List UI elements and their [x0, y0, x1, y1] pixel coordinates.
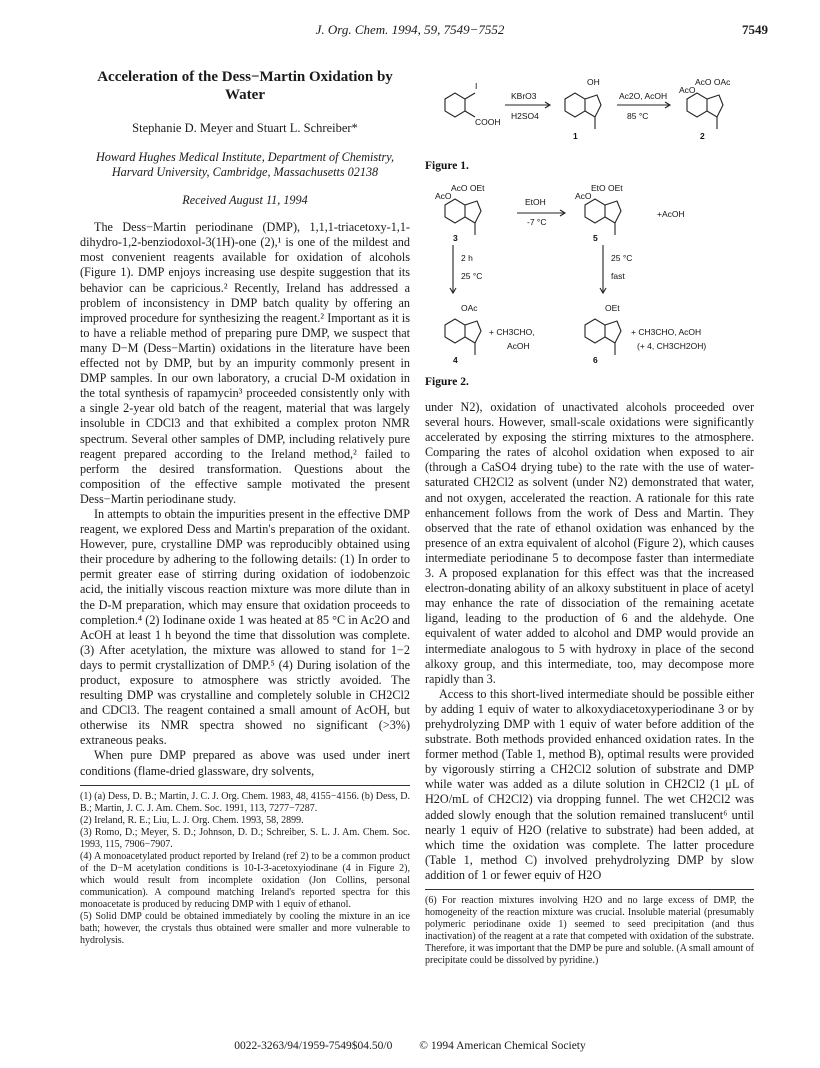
condition-label: 2 h	[461, 253, 473, 263]
running-header	[0, 22, 820, 42]
compound-number: 6	[593, 355, 598, 365]
substituent-label: OEt	[605, 303, 620, 313]
condition-label: 25 °C	[611, 253, 633, 263]
reaction-schemes	[425, 65, 755, 395]
substituent-label: AcO	[435, 191, 452, 201]
footnote-divider	[425, 889, 754, 890]
byproduct-label: AcOH	[507, 341, 530, 351]
compound-number: 4	[453, 355, 458, 365]
condition-label: 25 °C	[461, 271, 483, 281]
compound-number: 3	[453, 233, 458, 243]
byproduct-label: + CH3CHO,	[489, 327, 535, 337]
benzene-ring	[445, 93, 465, 117]
byproduct-label: + CH3CHO, AcOH	[631, 327, 702, 337]
paragraph: The Dess−Martin periodinane (DMP), 1,1,1-triacetoxy-1,1-dihydro-1,2-benziodoxol-3(1H)-one (2),¹ is one of the mildest and most convenient reagents available for oxidation of alcohols (Figure 1). DMP enjoys increasing use despite suggestion that its behavior can be capricious.² Recently, Ireland has addressed a problem of inconsistency in DMP batch quality by offering an improved procedure for synthesizing the reagent.² Important as it is to have a reliable method of preparing pure DMP, we suspect that many D−M (Dess−Martin) oxidations in the literature have been effected not by DMP, but by an impurity commonly present in DMP samples. In our own laboratory, a crucial D-M oxidation in the total synthesis of rapamycin³ proceeded consistently only with a single 2-year old batch of the reagent, material that was largely insoluble in CDCl3 and that exhibited a complex proton NMR spectrum. Several other samples of DMP, including relatively pure reagent prepared according to the Ireland method,² failed to perform the desired transformation. Questions about the composition of the effective sample motivated the present Dess−Martin periodinane study.	[80, 220, 410, 506]
substituent-label: COOH	[475, 117, 501, 127]
footnote: (5) Solid DMP could be obtained immediately by cooling the mixture in an ice bath; however, the crystals thus obtained were smaller and more vulnerable to hydrolysis.	[80, 910, 410, 946]
left-column	[80, 68, 410, 947]
right-column	[425, 400, 754, 967]
figure-caption: Figure 1.	[425, 160, 469, 172]
footnote: (2) Ireland, R. E.; Liu, L. J. Org. Chem. 1993, 58, 2899.	[80, 814, 304, 826]
authors: Stephanie D. Meyer and Stuart L. Schreiber*	[132, 121, 358, 135]
footnote: (3) Romo, D.; Meyer, S. D.; Johnson, D. D.; Schreiber, S. L. J. Am. Chem. Soc. 1993, 115, 7906−7907.	[80, 826, 410, 850]
article-code: 0022-3263/94/1959-7549$04.50/0	[234, 1040, 393, 1052]
substituent-label: AcO	[575, 191, 592, 201]
journal-citation: J. Org. Chem. 1994, 59, 7549−7552	[315, 22, 505, 37]
condition-label: fast	[611, 271, 625, 281]
reagent-label: 85 °C	[627, 111, 649, 121]
paragraph: under N2), oxidation of unactivated alcohols proceeded over several hours. However, small-scale oxidations were significantly accelerated by exposing the stirring mixtures to the atmosphere. Comparing the rates of alcohol oxidation when exposed to air (through a CaSO4 drying tube) to the rate with the use of water-saturated CH2Cl2 as solvent (under N2) demonstrated that water, and not oxygen, accelerated the reaction. A rationale for this rate enhancement follows from the work of Dess and Martin. They observed that the rate of ethanol oxidation was enhanced by the presence of an extra equivalent of alcohol (Figure 2), which causes intermediate periodinane 5 to decompose faster than intermediate 3. A proposed explanation for this effect was that the increased electron-donating ability of an alkoxy substituent in place of acetyl may enhance the rate of dissociation of the remaining acetate ligand, leading to the production of 6 and the aldehyde. One equivalent of water added to alcohol and DMP would provide an intermediate analogous to 5 with hydroxy in place of the second alkoxy group, and this intermediate, too, may decompose more rapidly than 3.	[425, 400, 754, 686]
footnote-divider	[80, 785, 410, 786]
footnote: (6) For reaction mixtures involving H2O and no large excess of DMP, the homogeneity of the reaction mixture was crucial. Insoluble material (presumably polymeric periodinane oxide 1) seemed to seed precipitation (and thus inactivation) of the reagent at a rate that competed with oxidation of the substrate. Therefore, it was important that the DMP be pure and soluble. (A small amount of precipitate could be dissolved by pyridine.)	[425, 895, 754, 966]
page-number: 7549	[742, 22, 768, 37]
reagent-label: EtOH	[525, 197, 546, 207]
reagent-label: H2SO4	[511, 111, 539, 121]
paragraph: Access to this short-lived intermediate should be possible either by adding 1 equiv of water to alkoxydiacetoxyperiodinane 3 or by prehydrolyzing DMP with 1 equiv of water before addition of the substrate. Both methods provided enhanced oxidation rates. In the former method (Table 1, method B), optimal results were provided by vigorously stirring a CH2Cl2 solution of substrate and DMP while water was added as a dilute solution in CH2Cl2 (1 μL of H2O/mL of CH2Cl2) via dropping funnel. The wet CH2Cl2 was added slowly enough that the solution remained translucent⁶ until nearly 1 equiv of H2O (relative to substrate) had been added, at which time the oxidation was complete. The latter procedure (Table 1, method C) involved prehydrolyzing DMP by slow addition of 1 or fewer equiv of H2O	[425, 686, 754, 882]
compound-number: 2	[700, 131, 705, 141]
affiliation: Howard Hughes Medical Institute, Department of Chemistry, Harvard University, Cambridge, Massachusetts 02138	[95, 150, 395, 179]
footnote: (1) (a) Dess, D. B.; Martin, J. C. J. Org. Chem. 1983, 48, 4155−4156. (b) Dess, D. B.; Martin, J. C. J. Am. Chem. Soc. 1991, 113, 7277−7287.	[80, 790, 410, 814]
paragraph: In attempts to obtain the impurities present in the effective DMP reagent, we explored Dess and Martin's preparation of the oxidant. However, pure, crystalline DMP was reproducibly obtained using their procedure by adhering to the following details: (1) In order to permit greater ease of stirring during oxidation of iodobenzoic acid, the initially viscous reaction mixture was more dilute than in the D-M preparation, which may ensure that oxidation proceeds to completion.⁴ (2) Iodinane oxide 1 was heated at 85 °C in Ac2O and AcOH at least 1 h beyond the time that dissolution was complete. (3) After acetylation, the mixture was allowed to stand for 1−2 days to permit crystallization of DMP.⁵ (4) During isolation of the product, exposure to atmosphere was strictly avoided. The resulting DMP was crystalline and completely soluble in CH2Cl2 and CDCl3. The reagent contained a small amount of AcOH, but otherwise its NMR spectra showed no significant (>3%) extraneous peaks.	[80, 506, 410, 748]
page-footer	[0, 1040, 820, 1052]
figure-caption: Figure 2.	[425, 376, 469, 388]
received-date: Received August 11, 1994	[182, 193, 308, 208]
reagent-label: KBrO3	[511, 91, 537, 101]
substituent-label: AcO	[679, 85, 696, 95]
compound-number: 5	[593, 233, 598, 243]
benzene-ring	[687, 93, 707, 117]
compound-number: 1	[573, 131, 578, 141]
substituent-label: OAc	[461, 303, 478, 313]
article-title: Acceleration of the Dess−Martin Oxidation by Water	[97, 69, 393, 103]
substituent-label: I	[475, 81, 478, 91]
reagent-label: Ac2O, AcOH	[619, 91, 668, 101]
substituent-label: AcO OAc	[695, 77, 731, 87]
substituent-label: EtO OEt	[591, 183, 623, 193]
substituent-label: AcO OEt	[451, 183, 485, 193]
byproduct-label: (+ 4, CH3CH2OH)	[637, 341, 707, 351]
benzene-ring	[565, 93, 585, 117]
substituent-label: OH	[587, 77, 600, 87]
byproduct-label: +AcOH	[657, 209, 685, 219]
reagent-label: -7 °C	[527, 217, 547, 227]
footnote: (4) A monoacetylated product reported by Ireland (ref 2) to be a common product of the D−M acetylation conditions is 10-I-3-acetoxyiodinane (4 in Figure 2), which would result from incomplete oxidation (Jon Collins, personal communication). A compound matching Ireland's reported spectra for this monoacetate is produced by reducing DMP with 1 equiv of ethanol.	[80, 850, 410, 910]
paragraph: When pure DMP prepared as above was used under inert conditions (flame-dried glassware, dry solvents,	[80, 748, 410, 778]
figures	[425, 65, 755, 405]
copyright: © 1994 American Chemical Society	[419, 1040, 586, 1052]
